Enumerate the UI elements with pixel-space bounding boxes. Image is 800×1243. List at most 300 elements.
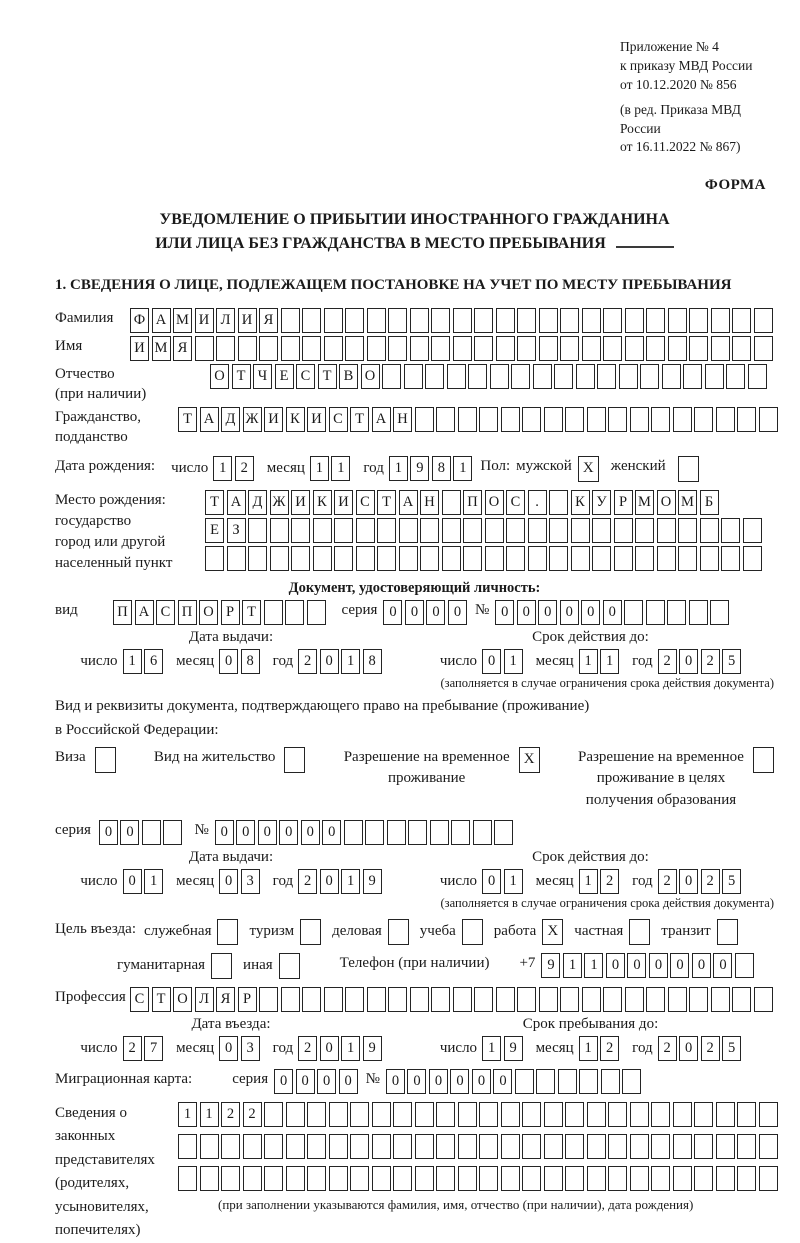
citizenship-input-char-box[interactable]: А	[372, 407, 391, 432]
citizenship-input-char-box[interactable]	[522, 407, 541, 432]
legal-reps-row1-input-char-box[interactable]	[264, 1102, 283, 1127]
residence-option-checkbox[interactable]	[95, 747, 116, 773]
name-input-char-box[interactable]	[345, 336, 364, 361]
name-input-char-box[interactable]	[453, 336, 472, 361]
month-char-box[interactable]: 1	[331, 456, 350, 481]
legal-reps-row3-input-char-box[interactable]	[565, 1166, 584, 1191]
residence-number-input-char-box[interactable]: 0	[236, 820, 255, 845]
patronymic-input-char-box[interactable]	[705, 364, 724, 389]
day-char-box[interactable]: 0	[123, 869, 142, 894]
doc-number-input-char-box[interactable]: 0	[538, 600, 557, 625]
doc-number-input-char-box[interactable]	[624, 600, 643, 625]
surname-input-char-box[interactable]	[474, 308, 493, 333]
profession-input-char-box[interactable]	[496, 987, 515, 1012]
legal-reps-row2-input-char-box[interactable]	[544, 1134, 563, 1159]
residence-option-checkbox[interactable]	[284, 747, 305, 773]
purpose-option-checkbox[interactable]	[217, 919, 238, 945]
doc-type-input-char-box[interactable]: Р	[221, 600, 240, 625]
legal-reps-row1-input-char-box[interactable]: 2	[243, 1102, 262, 1127]
citizenship-input-char-box[interactable]	[544, 407, 563, 432]
purpose-option-checkbox[interactable]	[300, 919, 321, 945]
surname-input-char-box[interactable]	[539, 308, 558, 333]
legal-reps-row2-input-char-box[interactable]	[673, 1134, 692, 1159]
birth-place-row2-input-char-box[interactable]	[549, 518, 568, 543]
profession-input-char-box[interactable]: С	[130, 987, 149, 1012]
year-char-box[interactable]: 1	[341, 1036, 360, 1061]
name-input-char-box[interactable]	[711, 336, 730, 361]
birth-place-row3-input-char-box[interactable]	[485, 546, 504, 571]
profession-input-char-box[interactable]: Л	[195, 987, 214, 1012]
birth-place-row1-input-char-box[interactable]: Т	[205, 490, 224, 515]
patronymic-input-char-box[interactable]: В	[339, 364, 358, 389]
birth-place-row3-input-char-box[interactable]	[635, 546, 654, 571]
profession-input-char-box[interactable]	[517, 987, 536, 1012]
legal-reps-row2-input-char-box[interactable]	[458, 1134, 477, 1159]
legal-reps-row3-input-char-box[interactable]	[673, 1166, 692, 1191]
birth-place-row1-input-char-box[interactable]: Н	[420, 490, 439, 515]
birth-place-row1-input-char-box[interactable]: П	[463, 490, 482, 515]
birth-place-row3-input-char-box[interactable]	[442, 546, 461, 571]
residence-number-input-char-box[interactable]: 0	[258, 820, 277, 845]
legal-reps-row1-input-char-box[interactable]	[307, 1102, 326, 1127]
birth-place-row3-input-char-box[interactable]	[549, 546, 568, 571]
surname-input-char-box[interactable]	[388, 308, 407, 333]
year-char-box[interactable]: 2	[701, 869, 720, 894]
surname-input-char-box[interactable]	[689, 308, 708, 333]
name-input-char-box[interactable]: М	[152, 336, 171, 361]
doc-number-input-char-box[interactable]	[667, 600, 686, 625]
birth-place-row3-input-char-box[interactable]	[678, 546, 697, 571]
profession-input-char-box[interactable]	[668, 987, 687, 1012]
residence-number-input-char-box[interactable]	[430, 820, 449, 845]
migration-number-input-char-box[interactable]	[558, 1069, 577, 1094]
year-char-box[interactable]: 1	[341, 649, 360, 674]
profession-input-char-box[interactable]	[281, 987, 300, 1012]
year-char-box[interactable]: 5	[722, 649, 741, 674]
birth-place-row3-input-char-box[interactable]	[528, 546, 547, 571]
birth-place-row2-input-char-box[interactable]	[721, 518, 740, 543]
citizenship-input-char-box[interactable]	[716, 407, 735, 432]
birth-place-row2-input-char-box[interactable]	[377, 518, 396, 543]
legal-reps-row2-input-char-box[interactable]	[329, 1134, 348, 1159]
citizenship-input-char-box[interactable]	[737, 407, 756, 432]
day-char-box[interactable]: 2	[235, 456, 254, 481]
birth-place-row2-input-char-box[interactable]	[463, 518, 482, 543]
surname-input-char-box[interactable]: М	[173, 308, 192, 333]
birth-place-row2-input-char-box[interactable]	[528, 518, 547, 543]
legal-reps-row2-input-char-box[interactable]	[264, 1134, 283, 1159]
legal-reps-row1-input-char-box[interactable]: 1	[200, 1102, 219, 1127]
name-input-char-box[interactable]	[474, 336, 493, 361]
legal-reps-row3-input-char-box[interactable]	[737, 1166, 756, 1191]
legal-reps-row3-input-char-box[interactable]	[694, 1166, 713, 1191]
citizenship-input-char-box[interactable]: И	[307, 407, 326, 432]
birth-place-row2-input-char-box[interactable]	[248, 518, 267, 543]
legal-reps-row3-input-char-box[interactable]	[200, 1166, 219, 1191]
legal-reps-row1-input-char-box[interactable]	[565, 1102, 584, 1127]
legal-reps-row1-input-char-box[interactable]	[694, 1102, 713, 1127]
patronymic-input-char-box[interactable]	[490, 364, 509, 389]
month-char-box[interactable]: 2	[600, 1036, 619, 1061]
legal-reps-row1-input-char-box[interactable]	[737, 1102, 756, 1127]
name-input-char-box[interactable]	[281, 336, 300, 361]
doc-number-input-char-box[interactable]: 0	[517, 600, 536, 625]
legal-reps-row1-input-char-box[interactable]	[372, 1102, 391, 1127]
patronymic-input-char-box[interactable]	[748, 364, 767, 389]
year-char-box[interactable]: 9	[363, 869, 382, 894]
residence-number-input-char-box[interactable]	[344, 820, 363, 845]
profession-input-char-box[interactable]	[560, 987, 579, 1012]
legal-reps-row1-input-char-box[interactable]	[479, 1102, 498, 1127]
surname-input-char-box[interactable]	[560, 308, 579, 333]
migration-number-input-char-box[interactable]: 0	[472, 1069, 491, 1094]
name-input-char-box[interactable]	[582, 336, 601, 361]
surname-input-char-box[interactable]	[453, 308, 472, 333]
legal-reps-row1-input-char-box[interactable]	[608, 1102, 627, 1127]
day-char-box[interactable]: 0	[482, 869, 501, 894]
birth-place-row3-input-char-box[interactable]	[270, 546, 289, 571]
doc-series-input-char-box[interactable]: 0	[405, 600, 424, 625]
month-char-box[interactable]: 1	[579, 869, 598, 894]
patronymic-input-char-box[interactable]	[640, 364, 659, 389]
phone-input-char-box[interactable]: 0	[713, 953, 732, 978]
birth-place-row3-input-char-box[interactable]	[334, 546, 353, 571]
name-input-char-box[interactable]	[539, 336, 558, 361]
legal-reps-row2-input-char-box[interactable]	[759, 1134, 778, 1159]
patronymic-input-char-box[interactable]: Т	[232, 364, 251, 389]
day-char-box[interactable]: 1	[482, 1036, 501, 1061]
surname-input-char-box[interactable]: И	[195, 308, 214, 333]
migration-series-input-char-box[interactable]: 0	[296, 1069, 315, 1094]
residence-number-input-char-box[interactable]	[365, 820, 384, 845]
birth-place-row2-input-char-box[interactable]	[399, 518, 418, 543]
name-input-char-box[interactable]	[195, 336, 214, 361]
month-char-box[interactable]: 3	[241, 1036, 260, 1061]
birth-place-row3-input-char-box[interactable]	[227, 546, 246, 571]
profession-input-char-box[interactable]	[302, 987, 321, 1012]
legal-reps-row2-input-char-box[interactable]	[694, 1134, 713, 1159]
phone-input-char-box[interactable]: 0	[606, 953, 625, 978]
birth-place-row2-input-char-box[interactable]	[442, 518, 461, 543]
day-char-box[interactable]: 1	[504, 869, 523, 894]
birth-place-row2-input-char-box[interactable]	[635, 518, 654, 543]
residence-series-input-char-box[interactable]	[163, 820, 182, 845]
migration-number-input-char-box[interactable]	[601, 1069, 620, 1094]
birth-place-row2-input-char-box[interactable]	[485, 518, 504, 543]
patronymic-input-char-box[interactable]	[576, 364, 595, 389]
citizenship-input-char-box[interactable]	[759, 407, 778, 432]
surname-input-char-box[interactable]	[345, 308, 364, 333]
month-char-box[interactable]: 0	[219, 649, 238, 674]
migration-series-input-char-box[interactable]: 0	[274, 1069, 293, 1094]
citizenship-input-char-box[interactable]	[415, 407, 434, 432]
citizenship-input-char-box[interactable]	[501, 407, 520, 432]
profession-input-char-box[interactable]	[474, 987, 493, 1012]
month-char-box[interactable]: 1	[600, 649, 619, 674]
doc-number-input-char-box[interactable]	[710, 600, 729, 625]
citizenship-input-char-box[interactable]: Т	[350, 407, 369, 432]
birth-place-row2-input-char-box[interactable]	[420, 518, 439, 543]
birth-place-row2-input-char-box[interactable]	[270, 518, 289, 543]
month-char-box[interactable]: 8	[241, 649, 260, 674]
legal-reps-row1-input-char-box[interactable]	[544, 1102, 563, 1127]
legal-reps-row1-input-char-box[interactable]	[673, 1102, 692, 1127]
doc-type-input-char-box[interactable]	[285, 600, 304, 625]
legal-reps-row3-input-char-box[interactable]	[350, 1166, 369, 1191]
legal-reps-row2-input-char-box[interactable]	[737, 1134, 756, 1159]
birth-place-row2-input-char-box[interactable]	[700, 518, 719, 543]
surname-input-char-box[interactable]	[410, 308, 429, 333]
patronymic-input-char-box[interactable]	[511, 364, 530, 389]
doc-type-input-char-box[interactable]	[307, 600, 326, 625]
birth-place-row3-input-char-box[interactable]	[399, 546, 418, 571]
patronymic-input-char-box[interactable]	[468, 364, 487, 389]
profession-input-char-box[interactable]	[646, 987, 665, 1012]
residence-number-input-char-box[interactable]: 0	[301, 820, 320, 845]
birth-place-row1-input-char-box[interactable]: О	[657, 490, 676, 515]
legal-reps-row3-input-char-box[interactable]	[716, 1166, 735, 1191]
legal-reps-row1-input-char-box[interactable]	[759, 1102, 778, 1127]
year-char-box[interactable]: 2	[298, 649, 317, 674]
patronymic-input-char-box[interactable]	[554, 364, 573, 389]
migration-number-input-char-box[interactable]	[622, 1069, 641, 1094]
surname-input-char-box[interactable]	[281, 308, 300, 333]
day-char-box[interactable]: 9	[504, 1036, 523, 1061]
patronymic-input-char-box[interactable]	[533, 364, 552, 389]
legal-reps-row3-input-char-box[interactable]	[608, 1166, 627, 1191]
profession-input-char-box[interactable]	[324, 987, 343, 1012]
residence-number-input-char-box[interactable]	[494, 820, 513, 845]
phone-input-char-box[interactable]	[735, 953, 754, 978]
legal-reps-row2-input-char-box[interactable]	[243, 1134, 262, 1159]
birth-place-row1-input-char-box[interactable]: С	[506, 490, 525, 515]
legal-reps-row1-input-char-box[interactable]	[393, 1102, 412, 1127]
birth-place-row3-input-char-box[interactable]	[420, 546, 439, 571]
legal-reps-row2-input-char-box[interactable]	[479, 1134, 498, 1159]
birth-place-row2-input-char-box[interactable]	[743, 518, 762, 543]
citizenship-input-char-box[interactable]	[458, 407, 477, 432]
month-char-box[interactable]: 1	[579, 1036, 598, 1061]
birth-place-row3-input-char-box[interactable]	[592, 546, 611, 571]
year-char-box[interactable]: 1	[389, 456, 408, 481]
citizenship-input-char-box[interactable]	[608, 407, 627, 432]
birth-place-row1-input-char-box[interactable]: Д	[248, 490, 267, 515]
birth-place-row3-input-char-box[interactable]	[700, 546, 719, 571]
profession-input-char-box[interactable]	[711, 987, 730, 1012]
legal-reps-row3-input-char-box[interactable]	[501, 1166, 520, 1191]
surname-input-char-box[interactable]: Я	[259, 308, 278, 333]
year-char-box[interactable]: 0	[320, 649, 339, 674]
doc-number-input-char-box[interactable]: 0	[603, 600, 622, 625]
year-char-box[interactable]: 0	[679, 1036, 698, 1061]
purpose-option-checkbox[interactable]	[462, 919, 483, 945]
patronymic-input-char-box[interactable]	[382, 364, 401, 389]
profession-input-char-box[interactable]: Я	[216, 987, 235, 1012]
birth-place-row3-input-char-box[interactable]	[743, 546, 762, 571]
year-char-box[interactable]: 2	[658, 649, 677, 674]
day-char-box[interactable]: 0	[482, 649, 501, 674]
surname-input-char-box[interactable]	[431, 308, 450, 333]
year-char-box[interactable]: 2	[658, 1036, 677, 1061]
profession-input-char-box[interactable]: Т	[152, 987, 171, 1012]
legal-reps-row1-input-char-box[interactable]	[415, 1102, 434, 1127]
surname-input-char-box[interactable]: А	[152, 308, 171, 333]
profession-input-char-box[interactable]	[388, 987, 407, 1012]
citizenship-input-char-box[interactable]: Д	[221, 407, 240, 432]
doc-type-input-char-box[interactable]: П	[178, 600, 197, 625]
legal-reps-row3-input-char-box[interactable]	[415, 1166, 434, 1191]
legal-reps-row2-input-char-box[interactable]	[178, 1134, 197, 1159]
year-char-box[interactable]: 8	[363, 649, 382, 674]
birth-place-row1-input-char-box[interactable]: К	[571, 490, 590, 515]
year-char-box[interactable]: 2	[701, 1036, 720, 1061]
birth-place-row2-input-char-box[interactable]	[678, 518, 697, 543]
birth-place-row3-input-char-box[interactable]	[377, 546, 396, 571]
birth-place-row1-input-char-box[interactable]: С	[356, 490, 375, 515]
birth-place-row2-input-char-box[interactable]	[291, 518, 310, 543]
name-input-char-box[interactable]	[302, 336, 321, 361]
surname-input-char-box[interactable]	[367, 308, 386, 333]
birth-place-row1-input-char-box[interactable]: Ж	[270, 490, 289, 515]
phone-input-char-box[interactable]: 1	[563, 953, 582, 978]
birth-place-row1-input-char-box[interactable]: К	[313, 490, 332, 515]
birth-place-row2-input-char-box[interactable]	[356, 518, 375, 543]
surname-input-char-box[interactable]	[625, 308, 644, 333]
legal-reps-row3-input-char-box[interactable]	[178, 1166, 197, 1191]
profession-input-char-box[interactable]	[582, 987, 601, 1012]
day-char-box[interactable]: 7	[144, 1036, 163, 1061]
surname-input-char-box[interactable]	[582, 308, 601, 333]
name-input-char-box[interactable]	[732, 336, 751, 361]
residence-number-input-char-box[interactable]: 0	[215, 820, 234, 845]
year-char-box[interactable]: 9	[410, 456, 429, 481]
citizenship-input-char-box[interactable]	[565, 407, 584, 432]
legal-reps-row3-input-char-box[interactable]	[286, 1166, 305, 1191]
legal-reps-row3-input-char-box[interactable]	[587, 1166, 606, 1191]
month-char-box[interactable]: 3	[241, 869, 260, 894]
purpose-option-checkbox[interactable]	[629, 919, 650, 945]
legal-reps-row3-input-char-box[interactable]	[458, 1166, 477, 1191]
residence-number-input-char-box[interactable]	[473, 820, 492, 845]
birth-place-row3-input-char-box[interactable]	[657, 546, 676, 571]
year-char-box[interactable]: 2	[298, 1036, 317, 1061]
phone-input-char-box[interactable]: 0	[649, 953, 668, 978]
doc-series-input-char-box[interactable]: 0	[448, 600, 467, 625]
legal-reps-row1-input-char-box[interactable]	[522, 1102, 541, 1127]
legal-reps-row1-input-char-box[interactable]	[651, 1102, 670, 1127]
surname-input-char-box[interactable]	[603, 308, 622, 333]
citizenship-input-char-box[interactable]	[673, 407, 692, 432]
legal-reps-row2-input-char-box[interactable]	[415, 1134, 434, 1159]
legal-reps-row3-input-char-box[interactable]	[307, 1166, 326, 1191]
legal-reps-row2-input-char-box[interactable]	[350, 1134, 369, 1159]
residence-number-input-char-box[interactable]	[408, 820, 427, 845]
doc-number-input-char-box[interactable]: 0	[560, 600, 579, 625]
residence-option-checkbox[interactable]	[753, 747, 774, 773]
day-char-box[interactable]: 2	[123, 1036, 142, 1061]
phone-input-char-box[interactable]: 0	[627, 953, 646, 978]
migration-series-input-char-box[interactable]: 0	[317, 1069, 336, 1094]
birth-place-row3-input-char-box[interactable]	[248, 546, 267, 571]
legal-reps-row1-input-char-box[interactable]: 1	[178, 1102, 197, 1127]
patronymic-input-char-box[interactable]: О	[210, 364, 229, 389]
profession-input-char-box[interactable]	[345, 987, 364, 1012]
citizenship-input-char-box[interactable]	[630, 407, 649, 432]
year-char-box[interactable]: 2	[658, 869, 677, 894]
patronymic-input-char-box[interactable]: С	[296, 364, 315, 389]
month-char-box[interactable]: 0	[219, 1036, 238, 1061]
name-input-char-box[interactable]	[754, 336, 773, 361]
birth-place-row3-input-char-box[interactable]	[356, 546, 375, 571]
name-input-char-box[interactable]	[496, 336, 515, 361]
citizenship-input-char-box[interactable]	[694, 407, 713, 432]
surname-input-char-box[interactable]: Л	[216, 308, 235, 333]
surname-input-char-box[interactable]	[711, 308, 730, 333]
legal-reps-row2-input-char-box[interactable]	[286, 1134, 305, 1159]
year-char-box[interactable]: 8	[432, 456, 451, 481]
name-input-char-box[interactable]: И	[130, 336, 149, 361]
month-char-box[interactable]: 2	[600, 869, 619, 894]
legal-reps-row2-input-char-box[interactable]	[372, 1134, 391, 1159]
legal-reps-row3-input-char-box[interactable]	[372, 1166, 391, 1191]
purpose-option-checkbox[interactable]	[279, 953, 300, 979]
legal-reps-row1-input-char-box[interactable]: 2	[221, 1102, 240, 1127]
profession-input-char-box[interactable]	[732, 987, 751, 1012]
year-char-box[interactable]: 0	[679, 649, 698, 674]
profession-input-char-box[interactable]	[259, 987, 278, 1012]
year-char-box[interactable]: 0	[320, 869, 339, 894]
profession-input-char-box[interactable]	[603, 987, 622, 1012]
day-char-box[interactable]: 6	[144, 649, 163, 674]
month-char-box[interactable]: 1	[310, 456, 329, 481]
year-char-box[interactable]: 0	[320, 1036, 339, 1061]
birth-place-row1-input-char-box[interactable]: И	[291, 490, 310, 515]
citizenship-input-char-box[interactable]: С	[329, 407, 348, 432]
surname-input-char-box[interactable]	[302, 308, 321, 333]
birth-place-row3-input-char-box[interactable]	[614, 546, 633, 571]
birth-place-row3-input-char-box[interactable]	[291, 546, 310, 571]
phone-input-char-box[interactable]: 9	[541, 953, 560, 978]
legal-reps-row2-input-char-box[interactable]	[393, 1134, 412, 1159]
birth-place-row3-input-char-box[interactable]	[463, 546, 482, 571]
birth-place-row2-input-char-box[interactable]	[592, 518, 611, 543]
residence-number-input-char-box[interactable]: 0	[279, 820, 298, 845]
surname-input-char-box[interactable]	[517, 308, 536, 333]
day-char-box[interactable]: 1	[123, 649, 142, 674]
doc-type-input-char-box[interactable]: О	[199, 600, 218, 625]
citizenship-input-char-box[interactable]	[587, 407, 606, 432]
surname-input-char-box[interactable]	[754, 308, 773, 333]
birth-place-row1-input-char-box[interactable]: Б	[700, 490, 719, 515]
gender-male-checkbox[interactable]: X	[578, 456, 599, 482]
citizenship-input-char-box[interactable]	[651, 407, 670, 432]
phone-input-char-box[interactable]: 1	[584, 953, 603, 978]
purpose-option-checkbox[interactable]	[388, 919, 409, 945]
name-input-char-box[interactable]	[259, 336, 278, 361]
birth-place-row2-input-char-box[interactable]	[571, 518, 590, 543]
doc-series-input-char-box[interactable]: 0	[426, 600, 445, 625]
birth-place-row2-input-char-box[interactable]	[334, 518, 353, 543]
residence-option-checkbox[interactable]: X	[519, 747, 540, 773]
name-input-char-box[interactable]	[603, 336, 622, 361]
legal-reps-row1-input-char-box[interactable]	[716, 1102, 735, 1127]
doc-type-input-char-box[interactable]	[264, 600, 283, 625]
legal-reps-row2-input-char-box[interactable]	[651, 1134, 670, 1159]
legal-reps-row3-input-char-box[interactable]	[479, 1166, 498, 1191]
legal-reps-row3-input-char-box[interactable]	[243, 1166, 262, 1191]
patronymic-input-char-box[interactable]	[425, 364, 444, 389]
year-char-box[interactable]: 1	[453, 456, 472, 481]
